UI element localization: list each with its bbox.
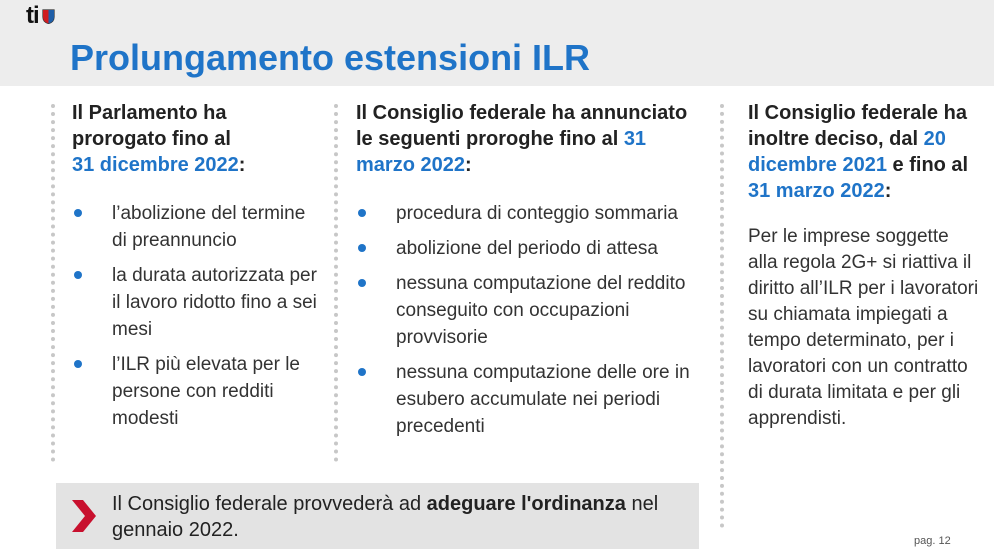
dotted-divider xyxy=(334,104,338,462)
bullet-dot-icon xyxy=(358,279,366,287)
list-item-text: nessuna computazione del reddito conseguito con occupazioni provvisorie xyxy=(396,273,686,348)
heading-text: Il Parlamento ha prorogato fino al xyxy=(72,102,231,150)
page-number: pag. 12 xyxy=(914,535,951,547)
column-federal-council xyxy=(356,100,706,448)
bullet-dot-icon xyxy=(74,360,82,368)
bullet-dot-icon xyxy=(358,244,366,252)
heading-text-b: e fino al xyxy=(892,154,969,176)
page-title: Prolungamento estensioni ILR xyxy=(70,37,591,78)
shield-icon xyxy=(42,9,55,24)
heading-colon: : xyxy=(464,154,472,176)
list-item xyxy=(72,262,322,343)
logo xyxy=(26,4,55,28)
list-item-text: l’abolizione del termine di preannuncio xyxy=(112,203,306,251)
heading-date: 31 marzo 2022 xyxy=(356,128,647,176)
note-text xyxy=(112,491,692,543)
dotted-divider xyxy=(51,104,55,462)
dotted-divider xyxy=(720,104,724,528)
column-additional-decision xyxy=(748,100,980,432)
column-parliament xyxy=(72,100,322,440)
list-item xyxy=(72,200,322,254)
column-heading xyxy=(748,100,980,204)
note-box xyxy=(56,483,699,549)
list-item-text: abolizione del periodo di attesa xyxy=(396,238,658,259)
heading-colon: : xyxy=(884,180,892,202)
list-item xyxy=(356,359,706,440)
list-item-text: procedura di conteggio sommaria xyxy=(396,203,678,224)
bullet-dot-icon xyxy=(358,368,366,376)
logo-text: ti xyxy=(26,2,39,29)
list-item xyxy=(356,200,706,227)
body-text: Per le imprese soggette alla regola 2G+ si riattiva il diritto all’ILR per i lavoratori su chiamata impiegati a tempo determinato, per i lavoratori con un contratto di durata limitata e per gli apprendisti. xyxy=(748,226,979,429)
header-band xyxy=(0,0,994,86)
list-item-text: nessuna computazione delle ore in esubero accumulate nei periodi precedenti xyxy=(396,362,690,437)
heading-text: Il Consiglio federale ha inoltre deciso, dal xyxy=(748,102,967,150)
heading-date: 31 dicembre 2022 xyxy=(72,154,239,176)
note-text-b: nel gennaio 2022. xyxy=(112,493,659,541)
list-item xyxy=(356,235,706,262)
list-item-text: l’ILR più elevata per le persone con redditi modesti xyxy=(112,354,300,429)
bullet-list xyxy=(356,200,706,440)
note-text-bold: adeguare l'ordinanza xyxy=(426,493,626,515)
chevron-right-icon xyxy=(68,496,98,536)
bullet-dot-icon xyxy=(358,209,366,217)
list-item xyxy=(72,351,322,432)
heading-date-start: 20 dicembre 2021 xyxy=(748,128,946,176)
bullet-list xyxy=(72,200,322,432)
heading-text: Il Consiglio federale ha annunciato le seguenti proroghe fino al xyxy=(356,102,688,150)
heading-date-end: 31 marzo 2022 xyxy=(748,180,885,202)
bullet-dot-icon xyxy=(74,271,82,279)
column-heading xyxy=(356,100,706,178)
list-item xyxy=(356,270,706,351)
column-heading xyxy=(72,100,322,178)
list-item-text: la durata autorizzata per il lavoro ridotto fino a sei mesi xyxy=(112,265,317,340)
bullet-dot-icon xyxy=(74,209,82,217)
note-text-a: Il Consiglio federale provvederà ad xyxy=(112,493,427,515)
heading-colon: : xyxy=(238,154,246,176)
